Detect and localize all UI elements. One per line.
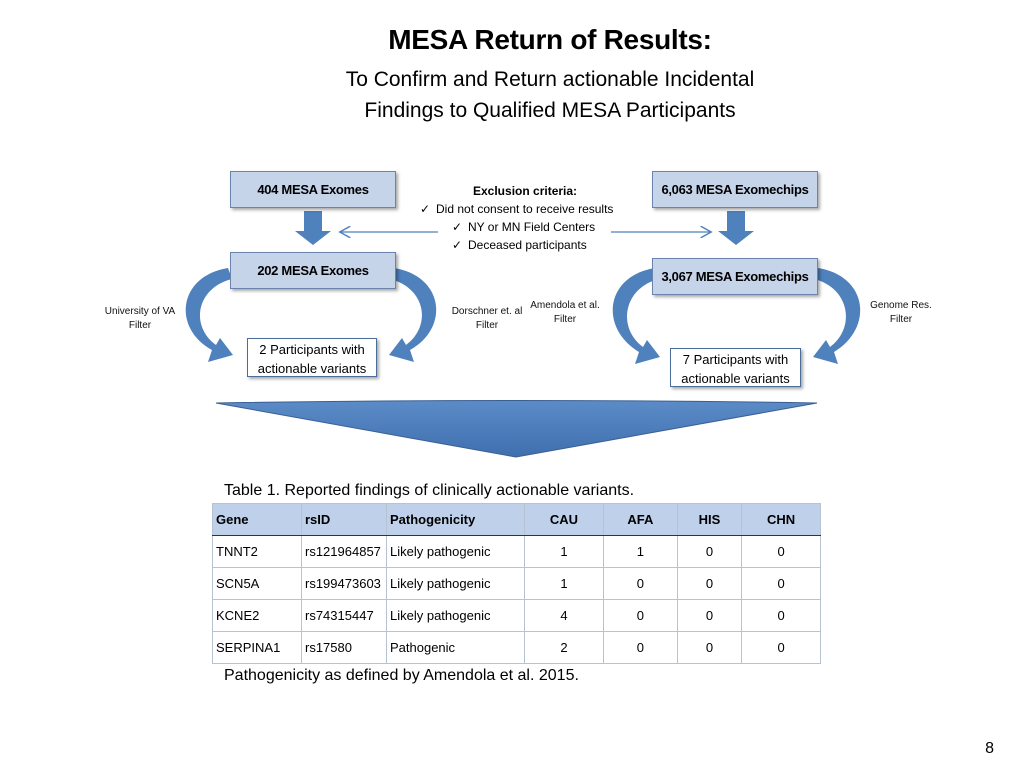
slide-title: MESA Return of Results:	[388, 24, 712, 55]
table-row	[213, 568, 821, 600]
left-down-arrow	[295, 211, 331, 245]
cell-his: 0	[677, 568, 741, 600]
exclusion-item-text: Did not consent to receive results	[436, 202, 614, 216]
table-caption: Table 1. Reported findings of clinically actionable variants.	[224, 482, 635, 499]
table-row	[213, 600, 821, 632]
cell-pathogenicity: Likely pathogenic	[387, 568, 525, 600]
col-header-rsid: rsID	[302, 504, 387, 536]
filter-univ-va	[92, 305, 188, 333]
cell-his: 0	[677, 600, 741, 632]
cell-gene: SERPINA1	[213, 632, 302, 664]
cell-pathogenicity: Pathogenic	[387, 632, 525, 664]
cell-his: 0	[677, 632, 741, 664]
filter-univ-va-line-1: University of VA	[104, 306, 176, 317]
cell-cau: 1	[525, 568, 604, 600]
box-6063-mesa-exomechips: 6,063 MESA Exomechips	[652, 171, 818, 208]
col-header-chn: CHN	[742, 504, 821, 536]
box-202-mesa-exomes: 202 MESA Exomes	[230, 252, 396, 289]
cell-cau: 4	[525, 600, 604, 632]
subtitle-line-2: Findings to Qualified MESA Participants	[364, 99, 736, 122]
filter-dorschner-line-1: Dorschner et. al	[451, 306, 523, 317]
col-header-his: HIS	[677, 504, 741, 536]
check-icon: ✓	[452, 238, 463, 252]
cell-rsid: rs74315447	[302, 600, 387, 632]
table-header-row	[213, 504, 821, 536]
exclusion-item	[420, 218, 640, 236]
col-header-pathogenicity: Pathogenicity	[387, 504, 525, 536]
exclusion-criteria	[420, 182, 640, 254]
funnel-arrow	[216, 401, 817, 458]
left-result-line-2: actionable variants	[257, 361, 367, 376]
cell-rsid: rs17580	[302, 632, 387, 664]
filter-genome-res	[862, 299, 940, 327]
left-result-line-1: 2 Participants with	[259, 342, 365, 357]
filter-univ-va-line-2: Filter	[128, 320, 152, 331]
right-result-line-1: 7 Participants with	[682, 352, 789, 367]
box-left-participants	[247, 338, 377, 377]
right-curved-arrow-outer-right	[813, 268, 860, 364]
col-header-gene: Gene	[213, 504, 302, 536]
cell-afa: 1	[603, 536, 677, 568]
cell-afa: 0	[603, 632, 677, 664]
cell-chn: 0	[742, 632, 821, 664]
left-curved-arrow-outer-left	[186, 268, 233, 362]
page-number: 8	[985, 740, 994, 757]
right-down-arrow	[718, 211, 754, 245]
cell-rsid: rs199473603	[302, 568, 387, 600]
cell-gene: KCNE2	[213, 600, 302, 632]
exclusion-item	[420, 200, 640, 218]
cell-afa: 0	[603, 600, 677, 632]
cell-gene: TNNT2	[213, 536, 302, 568]
filter-genome-res-line-1: Genome Res.	[870, 300, 932, 311]
cell-cau: 2	[525, 632, 604, 664]
filter-genome-res-line-2: Filter	[889, 314, 913, 325]
exclusion-heading: Exclusion criteria:	[473, 184, 578, 198]
table-row	[213, 536, 821, 568]
box-right-participants	[670, 348, 801, 387]
cell-afa: 0	[603, 568, 677, 600]
subtitle-line-1: To Confirm and Return actionable Incidental	[345, 68, 755, 91]
exclusion-item-text: NY or MN Field Centers	[468, 220, 596, 234]
cell-rsid: rs121964857	[302, 536, 387, 568]
exclusion-item-text: Deceased participants	[468, 238, 587, 252]
box-3067-mesa-exomechips: 3,067 MESA Exomechips	[652, 258, 818, 295]
cell-his: 0	[677, 536, 741, 568]
cell-pathogenicity: Likely pathogenic	[387, 600, 525, 632]
check-icon: ✓	[452, 220, 463, 234]
filter-dorschner	[440, 305, 534, 333]
left-curved-arrow-outer-right	[389, 268, 436, 362]
cell-chn: 0	[742, 600, 821, 632]
filter-amendola-line-2: Filter	[553, 314, 577, 325]
cell-chn: 0	[742, 568, 821, 600]
filter-dorschner-line-2: Filter	[475, 320, 499, 331]
findings-table	[212, 503, 821, 664]
cell-gene: SCN5A	[213, 568, 302, 600]
cell-chn: 0	[742, 536, 821, 568]
table-row	[213, 632, 821, 664]
right-result-line-2: actionable variants	[681, 371, 790, 386]
exclusion-item	[420, 236, 640, 254]
cell-pathogenicity: Likely pathogenic	[387, 536, 525, 568]
table-footnote: Pathogenicity as defined by Amendola et al. 2015.	[224, 667, 579, 684]
box-404-mesa-exomes: 404 MESA Exomes	[230, 171, 396, 208]
col-header-afa: AFA	[603, 504, 677, 536]
check-icon: ✓	[420, 202, 431, 216]
filter-amendola	[522, 299, 608, 327]
filter-amendola-line-1: Amendola et al.	[530, 300, 600, 311]
cell-cau: 1	[525, 536, 604, 568]
col-header-cau: CAU	[525, 504, 604, 536]
